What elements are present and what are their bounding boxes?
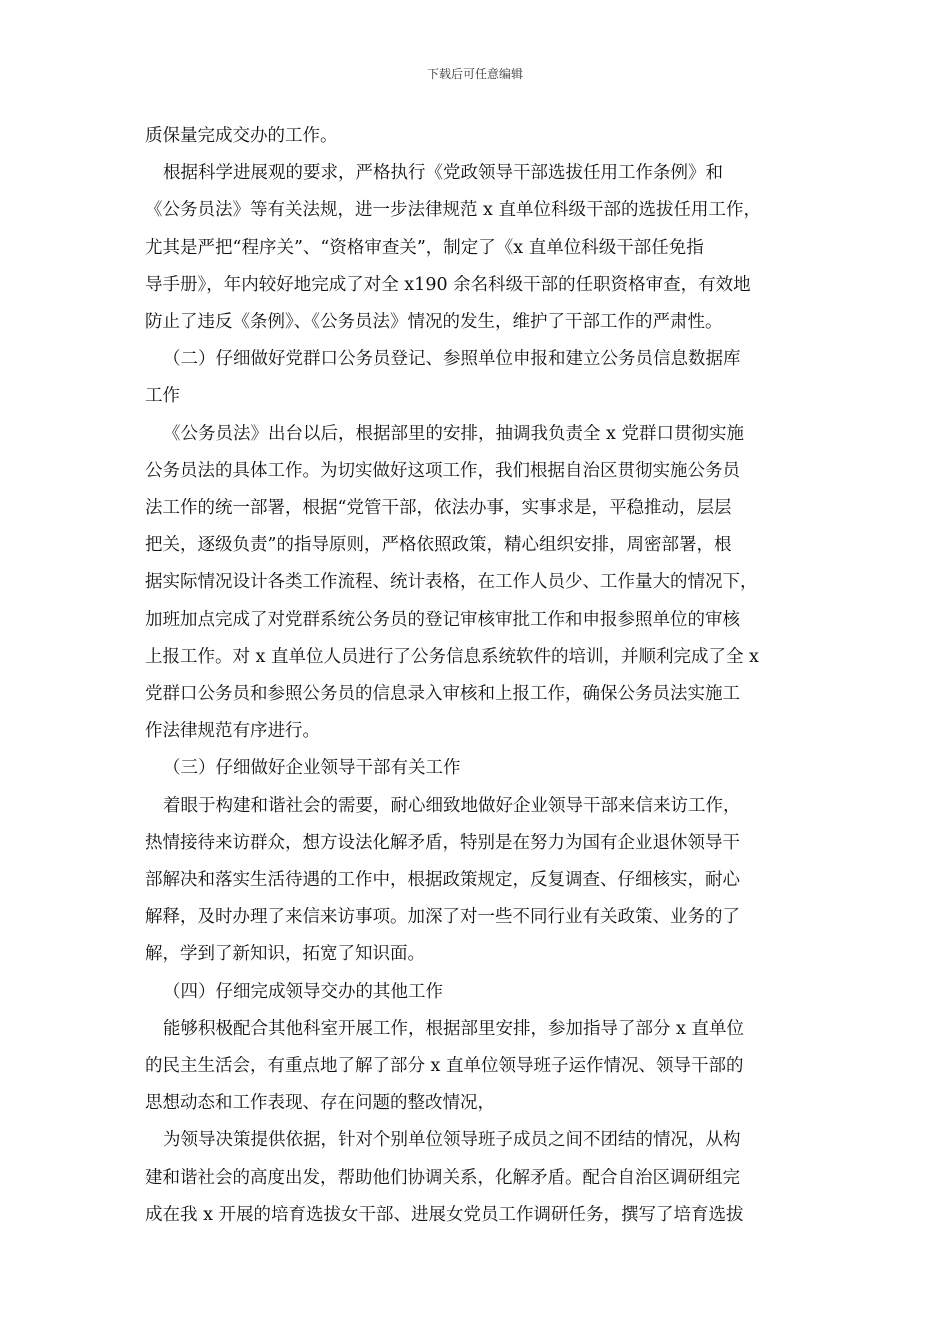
text-line: 法工作的统一部署，根据“党管干部，依法办事，实事求是，平稳推动，层层 [145,498,732,519]
text-line: 根据科学进展观的要求，严格执行《党政领导干部选拔任用工作条例》和 [163,163,723,184]
text-line: 作法律规范有序进行。 [145,721,320,742]
text-line: 防止了违反《条例》、《公务员法》情况的发生，维护了干部工作的严肃性。 [145,312,723,333]
text-line: 据实际情况设计各类工作流程、统计表格，在工作人员少、工作量大的情况下， [145,572,758,593]
page-header: 下载后可任意编辑 [426,67,523,81]
text-line: （四）仔细完成领导交办的其他工作 [163,981,443,1002]
text-line: 加班加点完成了对党群系统公务员的登记审核审批工作和申报参照单位的审核 [145,609,740,630]
text-line: 解释，及时办理了来信来访事项。加深了对一些不同行业有关政策、业务的了 [145,907,740,928]
text-line: （三）仔细做好企业领导干部有关工作 [163,758,461,779]
text-line: 建和谐社会的高度出发，帮助他们协调关系，化解矛盾。配合自治区调研组完 [145,1167,740,1188]
text-line: 的民主生活会，有重点地了解了部分 x 直单位领导班子运作情况、领导干部的 [145,1056,744,1077]
text-line: 能够积极配合其他科室开展工作，根据部里安排，参加指导了部分 x 直单位 [163,1018,744,1039]
text-line: 导手册》，年内较好地完成了对全 x190 余名科级干部的任职资格审查，有效地 [145,274,751,295]
text-line: 上报工作。对 x 直单位人员进行了公务信息系统软件的培训，并顺利完成了全 x [145,646,759,667]
text-line: 工作 [145,386,180,407]
text-line: 公务员法的具体工作。为切实做好这项工作，我们根据自治区贯彻实施公务员 [145,460,740,481]
text-line: 为领导决策提供依据，针对个别单位领导班子成员之间不团结的情况，从构 [163,1130,741,1151]
text-line: 《公务员法》等有关法规，进一步法律规范 x 直单位科级干部的选拔任用工作， [145,200,761,221]
document-body [145,118,810,1234]
text-line: 部解决和落实生活待遇的工作中，根据政策规定，反复调查、仔细核实，耐心 [145,870,740,891]
text-line: 思想动态和工作表现、存在问题的整改情况， [145,1093,495,1114]
text-line: 《公务员法》出台以后，根据部里的安排，抽调我负责全 x 党群口贯彻实施 [163,423,744,444]
text-line: 热情接待来访群众，想方设法化解矛盾，特别是在努力为国有企业退休领导干 [145,832,740,853]
text-line: 解，学到了新知识，拓宽了知识面。 [145,944,425,965]
text-line: （二）仔细做好党群口公务员登记、参照单位申报和建立公务员信息数据库 [163,349,741,370]
text-line: 党群口公务员和参照公务员的信息录入审核和上报工作，确保公务员法实施工 [145,684,740,705]
text-line: 把关，逐级负责”的指导原则，严格依照政策，精心组织安排，周密部署，根 [145,535,732,556]
text-line: 质保量完成交办的工作。 [145,126,338,146]
text-line: 着眼于构建和谐社会的需要，耐心细致地做好企业领导干部来信来访工作， [163,795,741,816]
text-line: 尤其是严把“程序关”、“资格审查关”，制定了《x 直单位科级干部任免指 [145,237,704,258]
text-line: 成在我 x 开展的培育选拔女干部、进展女党员工作调研任务，撰写了培育选拔 [145,1204,744,1225]
